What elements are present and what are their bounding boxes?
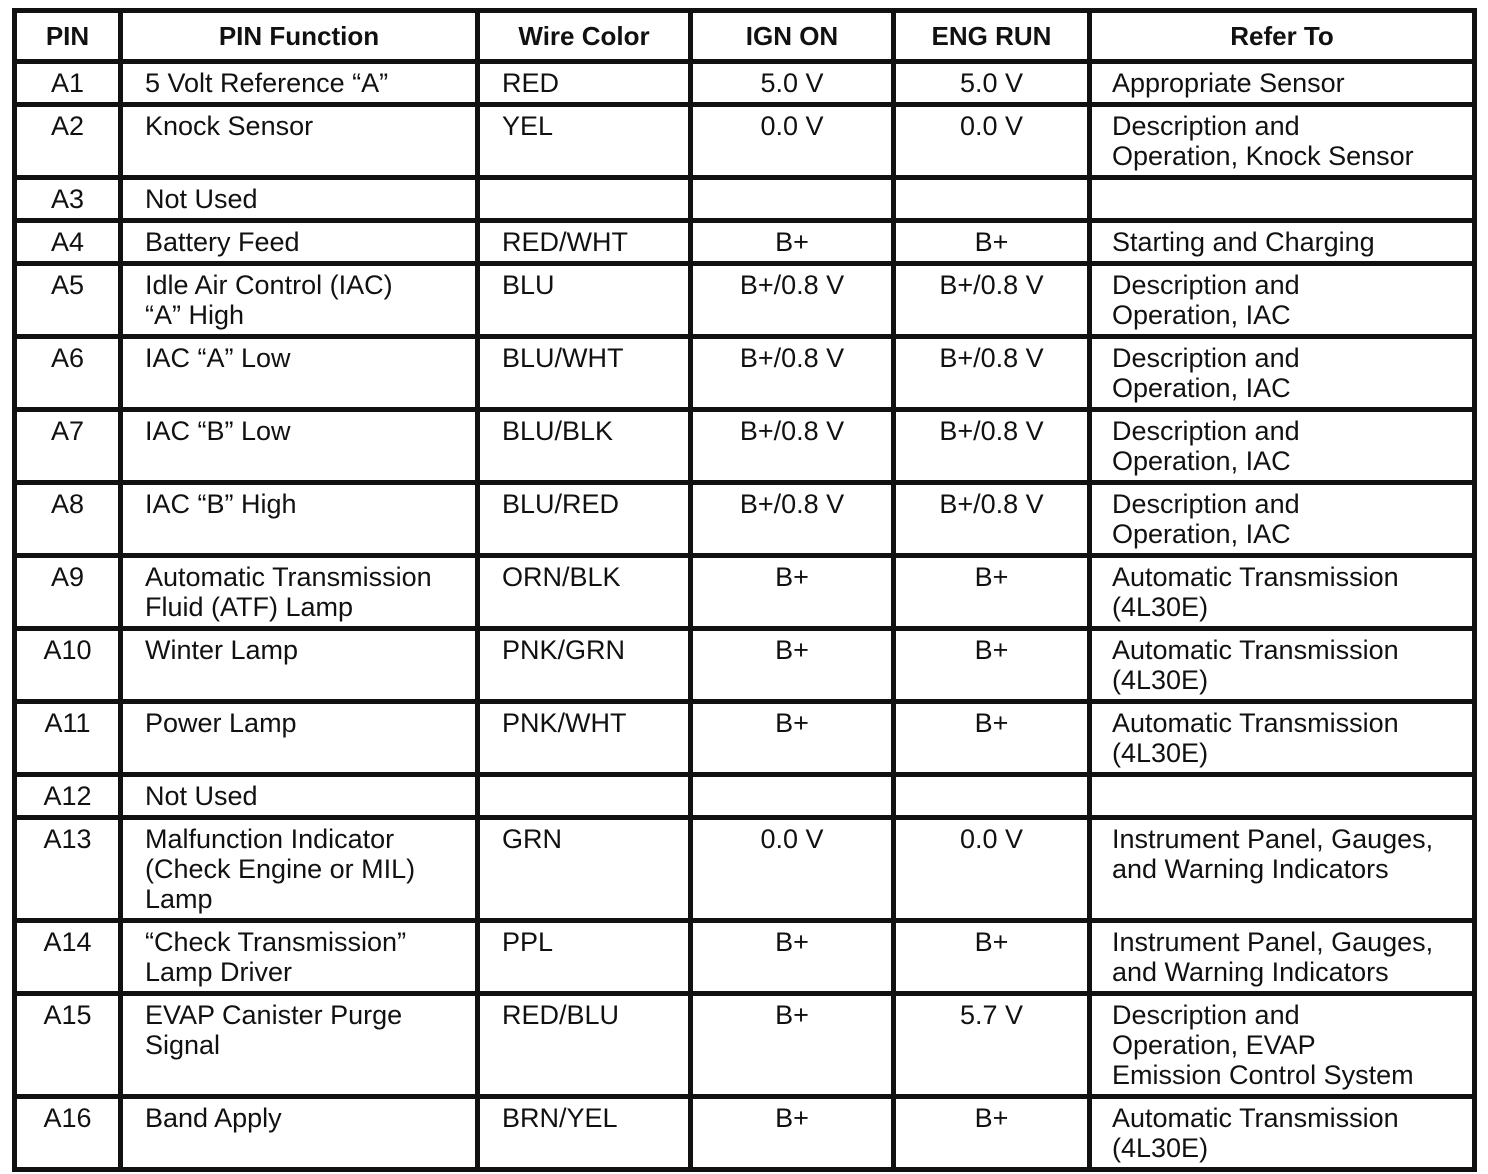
pin-cell bbox=[15, 702, 121, 775]
wire-color-cell bbox=[478, 410, 691, 483]
ign-on-cell-text: 0.0 V bbox=[760, 111, 824, 141]
ign-on-cell bbox=[691, 1097, 894, 1170]
refer-to-cell bbox=[1090, 775, 1475, 818]
refer-to-cell bbox=[1090, 410, 1475, 483]
table-row bbox=[15, 62, 1475, 105]
table-row bbox=[15, 337, 1475, 410]
table-row bbox=[15, 702, 1475, 775]
eng-run-cell-text: B+ bbox=[974, 1103, 1009, 1133]
ign-on-cell bbox=[691, 775, 894, 818]
eng-run-cell bbox=[894, 1097, 1090, 1170]
function-cell bbox=[121, 221, 478, 264]
function-cell bbox=[121, 629, 478, 702]
function-cell-text: Idle Air Control (IAC) “A” High bbox=[145, 270, 393, 330]
eng-run-cell-text: 5.7 V bbox=[959, 1000, 1024, 1030]
ign-on-header: IGN ON bbox=[691, 11, 894, 62]
refer-to-cell-text: Automatic Transmission (4L30E) bbox=[1112, 1103, 1399, 1163]
refer-to-cell-text: Description and Operation, EVAP Emission Control System bbox=[1112, 1000, 1414, 1090]
table-row bbox=[15, 483, 1475, 556]
pin-cell-text: A5 bbox=[50, 270, 85, 300]
function-cell bbox=[121, 775, 478, 818]
refer-to-cell-text: Description and Operation, IAC bbox=[1112, 489, 1300, 549]
refer-to-cell-text: Description and Operation, Knock Sensor bbox=[1112, 111, 1414, 171]
function-cell-text: Malfunction Indicator (Check Engine or MIL) Lamp bbox=[145, 824, 416, 914]
pin-cell-text: A15 bbox=[43, 1000, 92, 1030]
refer-to-cell bbox=[1090, 994, 1475, 1097]
function-cell bbox=[121, 264, 478, 337]
table-row bbox=[15, 629, 1475, 702]
table-row bbox=[15, 818, 1475, 921]
ign-on-cell bbox=[691, 221, 894, 264]
function-cell-text: Not Used bbox=[145, 781, 258, 811]
function-cell bbox=[121, 410, 478, 483]
wire-color-cell-text: BLU bbox=[502, 270, 555, 300]
eng-run-cell bbox=[894, 410, 1090, 483]
refer-to-cell-text: Automatic Transmission (4L30E) bbox=[1112, 562, 1399, 622]
pin-cell-text: A8 bbox=[50, 489, 85, 519]
pin-cell-text: A10 bbox=[43, 635, 92, 665]
ign-on-cell-text: 0.0 V bbox=[760, 824, 824, 854]
pin-cell-text: A11 bbox=[44, 708, 91, 738]
refer-to-cell-text: Description and Operation, IAC bbox=[1112, 416, 1300, 476]
table-row bbox=[15, 1097, 1475, 1170]
pin-cell-text: A4 bbox=[50, 227, 85, 257]
eng-run-cell bbox=[894, 994, 1090, 1097]
refer-to-cell bbox=[1090, 483, 1475, 556]
ign-on-cell-text: B+ bbox=[775, 1000, 809, 1030]
wire-color-cell-text: RED/BLU bbox=[502, 1000, 620, 1030]
ign-on-cell bbox=[691, 702, 894, 775]
ign-on-cell-text: B+ bbox=[775, 227, 809, 257]
pin-cell bbox=[15, 775, 121, 818]
refer-to-cell bbox=[1090, 818, 1475, 921]
wire-color-cell-text: YEL bbox=[502, 111, 554, 141]
wire-color-cell bbox=[478, 921, 691, 994]
pin-cell-text: A3 bbox=[50, 184, 85, 214]
wire-color-cell-text: PPL bbox=[502, 927, 554, 957]
pin-cell-text: A14 bbox=[43, 927, 92, 957]
refer-to-cell-text: Appropriate Sensor bbox=[1112, 68, 1345, 98]
table-body bbox=[15, 62, 1475, 1170]
pin-cell bbox=[15, 221, 121, 264]
pin-cell-text: A1 bbox=[50, 68, 85, 98]
eng-run-cell-text: B+/0.8 V bbox=[939, 343, 1044, 373]
ign-on-cell bbox=[691, 337, 894, 410]
pin-cell bbox=[15, 62, 121, 105]
wire-color-cell-text: BLU/BLK bbox=[502, 416, 614, 446]
wire-color-cell-text: GRN bbox=[502, 824, 562, 854]
eng-run-cell bbox=[894, 921, 1090, 994]
function-cell bbox=[121, 994, 478, 1097]
eng-run-cell bbox=[894, 264, 1090, 337]
refer-to-cell bbox=[1090, 264, 1475, 337]
ign-on-cell-text: 5.0 V bbox=[760, 68, 824, 98]
table-row bbox=[15, 221, 1475, 264]
eng-run-cell-text: B+/0.8 V bbox=[939, 489, 1044, 519]
function-cell bbox=[121, 62, 478, 105]
wire-color-cell bbox=[478, 105, 691, 178]
wire-color-cell-text: RED/WHT bbox=[502, 227, 628, 257]
refer-to-cell bbox=[1090, 221, 1475, 264]
table-row bbox=[15, 410, 1475, 483]
wire-color-cell-text: BRN/YEL bbox=[502, 1103, 618, 1133]
pin-cell bbox=[15, 178, 121, 221]
wire-color-cell bbox=[478, 1097, 691, 1170]
ign-on-cell-text: B+ bbox=[775, 927, 809, 957]
ign-on-cell bbox=[691, 105, 894, 178]
table-row bbox=[15, 994, 1475, 1097]
refer-to-cell bbox=[1090, 629, 1475, 702]
ign-on-cell bbox=[691, 62, 894, 105]
refer-to-cell bbox=[1090, 702, 1475, 775]
wire-color-cell-text: BLU/RED bbox=[502, 489, 620, 519]
table-row bbox=[15, 178, 1475, 221]
wire-color-cell-text: PNK/WHT bbox=[502, 708, 627, 738]
pin-table bbox=[12, 8, 1477, 1172]
eng-run-cell-text: B+ bbox=[974, 635, 1009, 665]
pin-cell bbox=[15, 921, 121, 994]
function-cell-text: “Check Transmission” Lamp Driver bbox=[145, 927, 407, 987]
function-cell bbox=[121, 178, 478, 221]
ign-on-cell-text: B+ bbox=[775, 562, 809, 592]
ign-on-cell-text: B+/0.8 V bbox=[739, 416, 845, 446]
refer-to-cell-text: Starting and Charging bbox=[1112, 227, 1375, 257]
pin-cell bbox=[15, 410, 121, 483]
pin-cell bbox=[15, 818, 121, 921]
refer-to-cell-text: Instrument Panel, Gauges, and Warning Indicators bbox=[1112, 927, 1434, 987]
eng-run-cell bbox=[894, 337, 1090, 410]
pin-cell bbox=[15, 556, 121, 629]
ign-on-cell-text: B+ bbox=[775, 708, 809, 738]
eng-run-cell bbox=[894, 105, 1090, 178]
function-cell-text: Knock Sensor bbox=[145, 111, 314, 141]
eng-run-cell-text: B+ bbox=[974, 708, 1009, 738]
pin-cell bbox=[15, 264, 121, 337]
refer-to-cell bbox=[1090, 1097, 1475, 1170]
table-row bbox=[15, 921, 1475, 994]
pin-cell-text: A12 bbox=[43, 781, 92, 811]
eng-run-cell-text: 5.0 V bbox=[959, 68, 1024, 98]
ign-on-cell bbox=[691, 264, 894, 337]
function-cell-text: Power Lamp bbox=[145, 708, 297, 738]
function-cell bbox=[121, 921, 478, 994]
function-cell-text: 5 Volt Reference “A” bbox=[145, 68, 389, 98]
pin-cell bbox=[15, 994, 121, 1097]
eng-run-cell bbox=[894, 629, 1090, 702]
refer-to-cell bbox=[1090, 178, 1475, 221]
wire-color-cell bbox=[478, 775, 691, 818]
pin-cell-text: A16 bbox=[43, 1103, 92, 1133]
refer-to-cell-text: Automatic Transmission (4L30E) bbox=[1112, 635, 1399, 695]
ign-on-cell bbox=[691, 629, 894, 702]
table-row bbox=[15, 105, 1475, 178]
function-header: PIN Function bbox=[121, 11, 478, 62]
wire-color-cell bbox=[478, 62, 691, 105]
table-row bbox=[15, 264, 1475, 337]
eng-run-cell-text: B+ bbox=[974, 562, 1009, 592]
pin-cell-text: A9 bbox=[50, 562, 85, 592]
wire-color-cell-text: ORN/BLK bbox=[502, 562, 621, 592]
pin-cell bbox=[15, 629, 121, 702]
ign-on-cell-text: B+/0.8 V bbox=[739, 343, 845, 373]
wire-color-cell bbox=[478, 483, 691, 556]
wire-color-cell bbox=[478, 556, 691, 629]
ign-on-cell-text: B+/0.8 V bbox=[739, 489, 845, 519]
pin-cell-text: A6 bbox=[50, 343, 85, 373]
wire-color-cell bbox=[478, 178, 691, 221]
function-cell bbox=[121, 556, 478, 629]
ign-on-cell bbox=[691, 483, 894, 556]
eng-run-cell bbox=[894, 702, 1090, 775]
refer-to-cell bbox=[1090, 921, 1475, 994]
function-cell bbox=[121, 1097, 478, 1170]
eng-run-cell-text: B+/0.8 V bbox=[939, 416, 1044, 446]
refer-to-cell bbox=[1090, 62, 1475, 105]
wire-color-cell bbox=[478, 221, 691, 264]
ign-on-cell bbox=[691, 818, 894, 921]
ign-on-cell bbox=[691, 178, 894, 221]
eng-run-cell bbox=[894, 556, 1090, 629]
ign-on-cell-text: B+ bbox=[775, 635, 809, 665]
wire-color-cell-text: PNK/GRN bbox=[502, 635, 626, 665]
wire-color-cell bbox=[478, 702, 691, 775]
wire-color-cell bbox=[478, 264, 691, 337]
function-cell bbox=[121, 337, 478, 410]
wire-color-cell-text: BLU/WHT bbox=[502, 343, 624, 373]
eng-run-cell bbox=[894, 818, 1090, 921]
function-cell bbox=[121, 105, 478, 178]
function-cell bbox=[121, 483, 478, 556]
function-cell-text: IAC “B” Low bbox=[145, 416, 291, 446]
pin-cell bbox=[15, 483, 121, 556]
refer-to-cell bbox=[1090, 105, 1475, 178]
eng-run-cell-text: 0.0 V bbox=[959, 111, 1024, 141]
table-row bbox=[15, 556, 1475, 629]
refer-to-cell-text: Description and Operation, IAC bbox=[1112, 270, 1300, 330]
wire-color-cell bbox=[478, 994, 691, 1097]
ign-on-cell-text: B+ bbox=[775, 1103, 809, 1133]
eng-run-cell-text: B+ bbox=[974, 227, 1009, 257]
ign-on-cell bbox=[691, 994, 894, 1097]
wire-color-cell bbox=[478, 629, 691, 702]
function-cell-text: IAC “A” Low bbox=[145, 343, 291, 373]
refer-to-cell bbox=[1090, 337, 1475, 410]
eng-run-cell bbox=[894, 62, 1090, 105]
function-cell bbox=[121, 702, 478, 775]
pin-header: PIN bbox=[15, 11, 121, 62]
refer-to-cell-text: Instrument Panel, Gauges, and Warning Indicators bbox=[1112, 824, 1434, 884]
function-cell-text: Automatic Transmission Fluid (ATF) Lamp bbox=[145, 562, 432, 622]
function-cell-text: EVAP Canister Purge Signal bbox=[145, 1000, 403, 1060]
ign-on-cell bbox=[691, 556, 894, 629]
function-cell-text: IAC “B” High bbox=[145, 489, 297, 519]
eng-run-cell bbox=[894, 483, 1090, 556]
eng-run-cell bbox=[894, 178, 1090, 221]
wire-color-cell bbox=[478, 818, 691, 921]
eng-run-cell-text: B+ bbox=[974, 927, 1009, 957]
function-cell-text: Winter Lamp bbox=[145, 635, 299, 665]
eng-run-header: ENG RUN bbox=[894, 11, 1090, 62]
eng-run-cell bbox=[894, 221, 1090, 264]
pin-cell bbox=[15, 105, 121, 178]
ign-on-cell-text: B+/0.8 V bbox=[739, 270, 845, 300]
eng-run-cell bbox=[894, 775, 1090, 818]
refer-to-cell bbox=[1090, 556, 1475, 629]
function-cell-text: Band Apply bbox=[145, 1103, 282, 1133]
ign-on-cell bbox=[691, 410, 894, 483]
function-cell-text: Not Used bbox=[145, 184, 258, 214]
table-row bbox=[15, 775, 1475, 818]
eng-run-cell-text: 0.0 V bbox=[959, 824, 1024, 854]
pin-cell-text: A13 bbox=[43, 824, 92, 854]
refer-to-cell-text: Description and Operation, IAC bbox=[1112, 343, 1300, 403]
pin-cell-text: A7 bbox=[50, 416, 85, 446]
pin-cell-text: A2 bbox=[50, 111, 85, 141]
ign-on-cell bbox=[691, 921, 894, 994]
refer-to-cell-text: Automatic Transmission (4L30E) bbox=[1112, 708, 1399, 768]
wire-color-cell-text: RED bbox=[502, 68, 560, 98]
function-cell-text: Battery Feed bbox=[145, 227, 300, 257]
wire-color-cell bbox=[478, 337, 691, 410]
function-cell bbox=[121, 818, 478, 921]
header-row bbox=[15, 11, 1475, 62]
refer-to-header: Refer To bbox=[1090, 11, 1475, 62]
eng-run-cell-text: B+/0.8 V bbox=[939, 270, 1044, 300]
pin-cell bbox=[15, 337, 121, 410]
pin-cell bbox=[15, 1097, 121, 1170]
wire-color-header: Wire Color bbox=[478, 11, 691, 62]
